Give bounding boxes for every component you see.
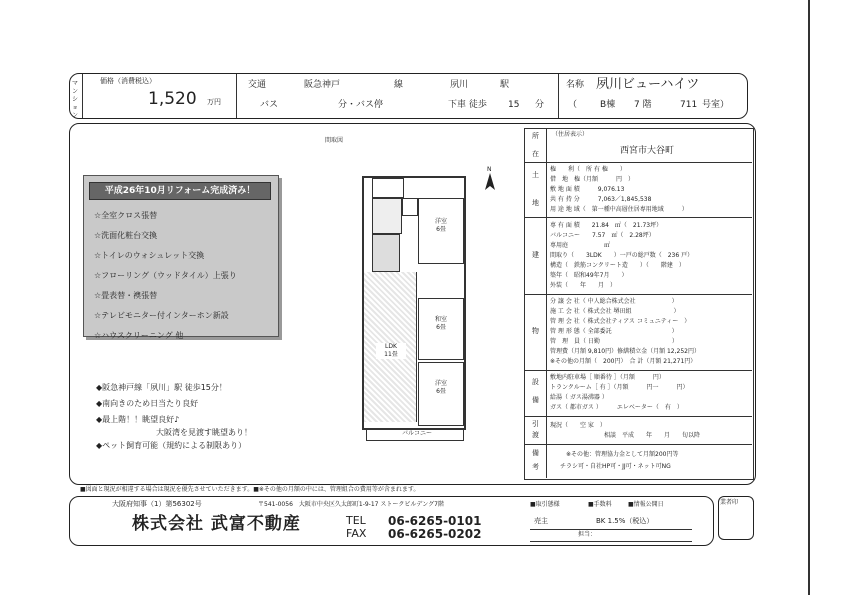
unit-close: 号室） bbox=[702, 100, 730, 110]
feature-item: ◆最上階！！眺望良好♪ bbox=[96, 415, 180, 424]
spec-management-row: 管理費（月額 9,810円）修繕積立金（月額 12,252円） bbox=[550, 348, 700, 355]
spec-management-row: 管 理 員（ 日勤 ） bbox=[550, 338, 678, 345]
spec-building-row: 築年（ 昭和49年7月 ） bbox=[550, 272, 628, 279]
spec-facility-label: 設 bbox=[532, 378, 539, 386]
floorplan-title: 間取図 bbox=[325, 137, 344, 144]
spec-building-row: 外装（ 年 月 ） bbox=[550, 282, 617, 289]
footer-fax-label: FAX bbox=[346, 527, 367, 540]
spec-management-row: 管 理 形 態（ 全部委託 ） bbox=[550, 328, 678, 335]
footnote: ■図面と現況が相違する場合は現況を優先させていただきます。■※その他の月額の中には、管理組合の費用等が含まれます。 bbox=[80, 486, 420, 493]
feature-item: ◆南向きのため日当たり良好 bbox=[96, 399, 199, 408]
spec-land-row: 借 地 権（月額 円 ） bbox=[550, 176, 635, 183]
footer-tel-label: TEL bbox=[346, 514, 366, 527]
footer-contact-label: 担当： bbox=[578, 531, 597, 538]
reform-item: ☆トイレのウォシュレット交換 bbox=[94, 251, 205, 260]
station-suffix: 駅 bbox=[500, 80, 510, 90]
spec-land-row: 権 利（ 所 有 権 ） bbox=[550, 166, 626, 173]
walk-value: 15 bbox=[508, 100, 520, 110]
footer-tel: 06-6265-0101 bbox=[388, 514, 482, 528]
spec-management-row: 分 譲 会 社（ 中人総合株式会社 ） bbox=[550, 298, 678, 305]
name-label: 名称 bbox=[566, 80, 585, 90]
unit-floor: 7 階 bbox=[634, 100, 652, 110]
side-tag: マンション bbox=[72, 80, 79, 119]
building-name: 夙川ビューハイツ bbox=[596, 77, 700, 92]
reform-item: ☆洗面化粧台交換 bbox=[94, 231, 158, 240]
footer-fax: 06-6265-0202 bbox=[388, 527, 482, 541]
spec-location-label-2: 在 bbox=[532, 150, 539, 158]
footer-role: 売主 bbox=[534, 517, 548, 525]
floor-plan bbox=[352, 158, 472, 442]
unit-open: （ bbox=[568, 100, 578, 110]
footer-address: 〒541-0056 大阪市中央区久太郎町1-9-17 ストークビルデング7階 bbox=[258, 501, 444, 508]
spec-management-row: 管 理 会 社（ 株式会社ティアス コミュニティー ） bbox=[550, 318, 691, 325]
plan-japanese-label: 和室 6畳 bbox=[434, 316, 447, 331]
plan-entry bbox=[372, 178, 404, 198]
reform-item: ☆テレビモニター付インターホン新設 bbox=[94, 311, 229, 320]
plan-toilet bbox=[402, 198, 418, 216]
reform-panel bbox=[83, 175, 279, 340]
plan-bath bbox=[372, 198, 402, 234]
price-label: 価格（消費税込） bbox=[100, 77, 156, 85]
walk-label: 下車 徒歩 bbox=[448, 100, 487, 110]
spec-building-row: 構造（ 鉄筋コンクリート造 ）（ 階建 ） bbox=[550, 262, 685, 269]
spec-facility-row: 給湯（ ガス湯沸器 ） bbox=[550, 394, 608, 401]
spec-location-note: （住居表示） bbox=[552, 131, 589, 138]
price-value: 1,520 bbox=[148, 89, 197, 109]
walk-unit: 分 bbox=[535, 100, 545, 110]
spec-management-row: ※その他の月額（ 200円） 合 計（月額 21,271円） bbox=[550, 358, 697, 365]
spec-handover-row: 現況（ 空 家 ） bbox=[550, 422, 606, 429]
feature-item: ◆阪急神戸線「夙川」駅 徒歩15分！ bbox=[96, 383, 227, 392]
footer-terms-3: ■情報公開日 bbox=[628, 501, 664, 508]
spec-land-row: 敷 地 面 積 9,076.13 bbox=[550, 186, 625, 193]
spec-remarks-row: ※その他：管理協力金として月額200円等 bbox=[566, 451, 679, 458]
spec-land-row: 共 有 持 分 7,063／1,845,538 bbox=[550, 196, 652, 203]
plan-kitchen bbox=[372, 234, 400, 272]
spec-building-row: 専 有 面 積 21.84 ㎡（ 21.73坪） bbox=[550, 222, 663, 229]
spec-building-row: 間取り（ 3LDK ）一戸の総戸数（ 236 戸） bbox=[550, 252, 694, 259]
spec-management-row: 施 工 会 社（ 株式会社 堺田組 ） bbox=[550, 308, 680, 315]
spec-handover-label: 引 bbox=[532, 420, 539, 428]
unit-building: B棟 bbox=[600, 100, 616, 110]
spec-land-row: 用 途 地 域（ 第一種中高層住居専用地域 ） bbox=[550, 206, 688, 213]
price-unit: 万円 bbox=[207, 98, 221, 106]
plan-ldk-label: LDK 11畳 bbox=[376, 343, 406, 359]
spec-management-label: 物 bbox=[532, 327, 539, 335]
bus-label: バス bbox=[260, 100, 279, 110]
transport-label: 交通 bbox=[248, 80, 267, 90]
plan-western-label: 洋室 6畳 bbox=[434, 218, 447, 233]
bus-detail: 分・バス停 bbox=[338, 100, 384, 110]
spec-facility-row: 敷地内駐車場［ 順番待 ］（月額 円） bbox=[550, 374, 665, 381]
spec-location-label-1: 所 bbox=[532, 132, 539, 140]
line-suffix: 線 bbox=[394, 80, 404, 90]
reform-item: ☆ハウスクリーニング 他 bbox=[94, 331, 184, 340]
reform-item: ☆全室クロス張替 bbox=[94, 211, 158, 220]
spec-remarks-row: チラシ可・自社HP可・JJ可・ネット可NG bbox=[560, 463, 671, 470]
footer-fee: BK 1.5%（税込） bbox=[596, 517, 654, 525]
header-box bbox=[69, 73, 748, 119]
reform-item: ☆フローリング（ウッドタイル）上張り bbox=[94, 271, 237, 280]
spec-handover-label: 渡 bbox=[532, 431, 539, 439]
plan-western2-label: 洋室 6畳 bbox=[434, 380, 447, 395]
feature-item: ◆ペット飼育可能（規約による制限あり） bbox=[96, 441, 247, 450]
spec-land-label: 土 bbox=[532, 171, 539, 179]
spec-location-value: 西宮市大谷町 bbox=[620, 146, 675, 156]
page-edge-line bbox=[808, 0, 810, 595]
footer-terms-2: ■手数料 bbox=[588, 501, 612, 508]
spec-land-label: 地 bbox=[532, 199, 539, 207]
spec-remarks-label: 備 bbox=[532, 449, 539, 457]
spec-building-row: バルコニー 7.57 ㎡（ 2.28坪） bbox=[550, 232, 655, 239]
spec-remarks-label: 考 bbox=[532, 463, 539, 471]
feature-item: 大阪湾を見渡す眺望あり！ bbox=[156, 428, 252, 437]
reform-list bbox=[94, 206, 237, 346]
spec-facility-row: ガス（ 都市ガス ） エレベーター（ 有 ） bbox=[550, 404, 683, 411]
reform-headline: 平成26年10月リフォーム完成済み！ bbox=[89, 182, 271, 200]
footer-company: 株式会社 武富不動産 bbox=[132, 514, 301, 534]
station-name: 夙川 bbox=[450, 80, 469, 90]
footer-license: 大阪府知事（1）第56302号 bbox=[112, 500, 202, 508]
line-name: 阪急神戸 bbox=[304, 80, 341, 90]
spec-facility-label: 備 bbox=[532, 396, 539, 404]
north-arrow-icon bbox=[484, 172, 496, 192]
spec-building-label: 建 bbox=[532, 251, 539, 259]
dealer-stamp-label: 業者印 bbox=[720, 499, 739, 506]
spec-facility-row: トランクルーム［ 有 ］（月額 円一 円） bbox=[550, 384, 689, 391]
spec-building-row: 専用庭 ㎡ bbox=[550, 242, 611, 249]
footer-terms-1: ■取引態様 bbox=[530, 501, 560, 508]
plan-balcony-label: バルコニー bbox=[401, 430, 432, 437]
features-list bbox=[96, 380, 252, 454]
north-label: N bbox=[487, 166, 492, 173]
spec-handover-row: 相談 平成 年 月 旬以降 bbox=[550, 432, 701, 439]
reform-item: ☆畳表替・襖張替 bbox=[94, 291, 158, 300]
unit-number: 711 bbox=[680, 100, 698, 110]
